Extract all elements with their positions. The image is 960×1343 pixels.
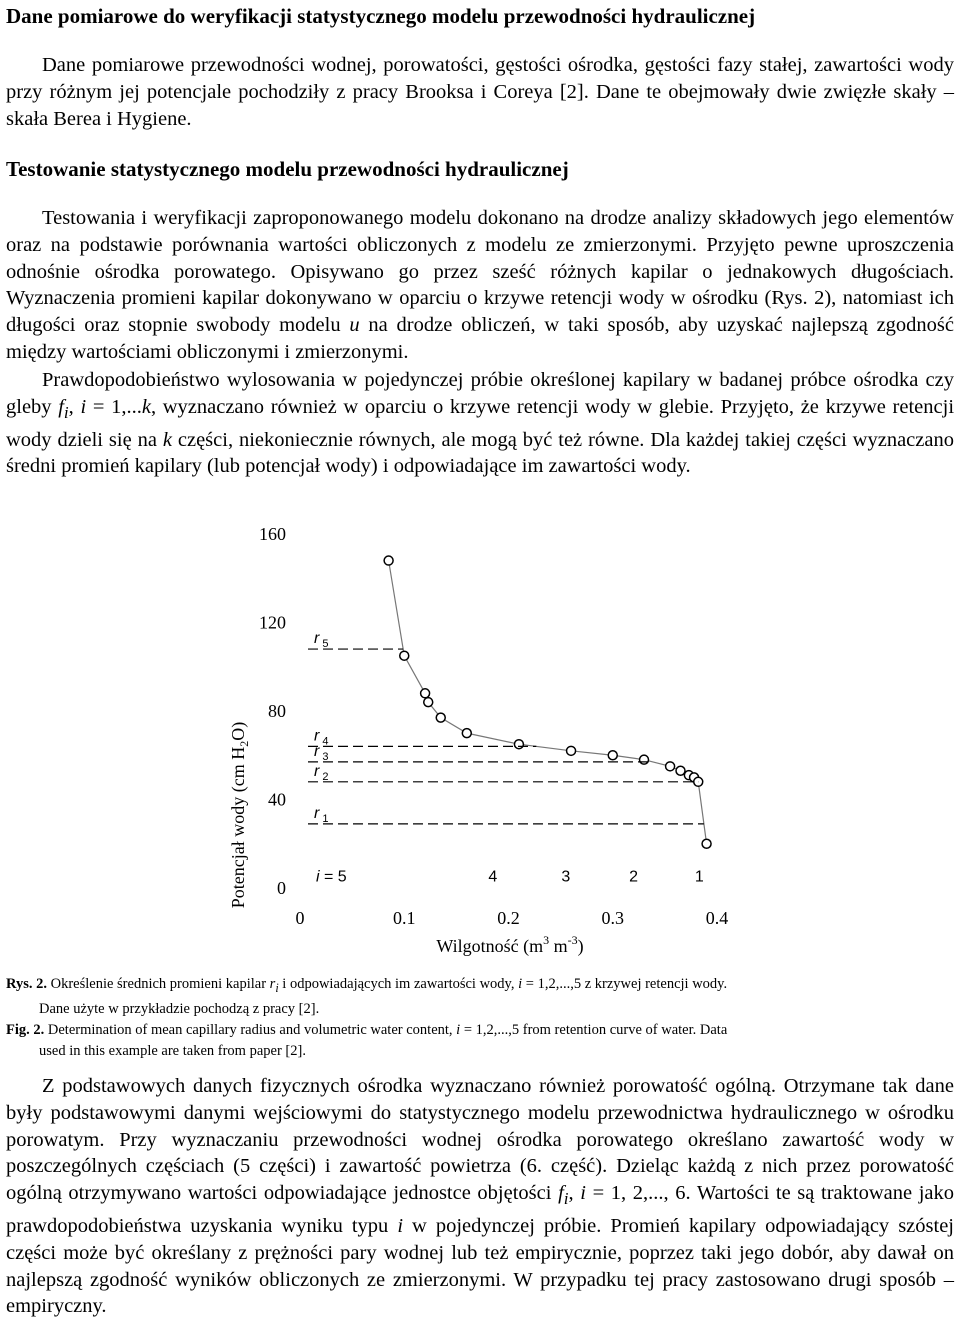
data-point (462, 729, 471, 738)
y-tick-label: 80 (268, 701, 286, 721)
data-point (514, 740, 523, 749)
section-heading-2: Testowanie statystycznego modelu przewodności hydraulicznej (6, 157, 569, 181)
data-point (676, 766, 685, 775)
x-tick-label: 0.4 (705, 908, 729, 928)
y-tick-label: 120 (259, 612, 286, 633)
x-axis-label (436, 933, 583, 957)
svg-text:Potencjał wody (cm H2O): Potencjał wody (cm $H_2O$) (228, 721, 251, 909)
i-label: 2 (629, 868, 639, 886)
paragraph-probability: Prawdopodobieństwo wylosowania w pojedynczej próbie określonej kapilary w badanej próbce ośrodka czy gleby $f_i$, i = 1,...k, wyznaczano również w oparciu o krzywe retencji wody w glebie. Przyjęto, że krzywe retencji wody dzieli się na k części, niekoniecznie równych, ale mogą być też równe. Dla każdej takiej części wyznaczano średni promień kapilary (lub potencjał wody) i odpowiadające im zawartości wody. (6, 369, 955, 478)
i-label: 1 (694, 868, 704, 886)
x-tick-label: 0 (295, 908, 305, 928)
caption-english: Fig. 2. Determination of mean capillary radius and volumetric water content, i = 1,2,...,5 from retention curve of water. Data used in this example are taken from paper [2]. (6, 1021, 728, 1059)
curve-line (389, 561, 707, 844)
radius-label: r $_3$ (314, 742, 329, 763)
data-point (666, 762, 675, 771)
paragraph-text: Dane pomiarowe przewodności wodnej, porowatości, gęstości ośrodka, gęstości fazy stałej, zawartości wody przy różnym jej potencjale pochodziły z pracy Brooksa i Coreya [2]. Dane te obejmowały dwie zwięzłe skały – skała Berea i Hygiene. (6, 54, 954, 130)
y-tick-label: 40 (268, 789, 286, 810)
paragraph-porosity: Z podstawowych danych fizycznych ośrodka wyznaczano również porowatość ogólną. Otrzymane tak dane były podstawowymi danymi wejściowymi do statystycznego modelu przewodnictwa hydraulicznego w ośrodku porowatym. Przy wyznaczaniu przewodności wodnej ośrodka porowatego określano zawartość wody w poszczególnych częściach (5 części) i zawartość powietrza (6. część). Dzieląc każdą z nich przez porowatość ogólną otrzymywano wartości odpowiadające jednostce objętości $f_i$, i = 1, 2,..., 6. Wartości te są traktowane jako prawdopodobieństwa uzyskania wyniku typu i w pojedynczej próbie. Promień kapilary odpowiadający szóstej części może być określany z prężności pary wodnej lub też empirycznie, poprzez taki jego dobór, aby dawał on najlepszą zgodność wyników obliczonych ze zmierzonymi. W przypadku tej pracy zastosowano drugi sposób – empiryczny. (6, 1075, 954, 1318)
y-tick-label: 160 (259, 524, 286, 544)
i-label: 3 (561, 868, 571, 886)
part-index-labels (316, 868, 704, 885)
data-point (400, 651, 409, 660)
data-point (702, 839, 711, 848)
x-tick-label: 0.1 (393, 908, 416, 928)
data-point (436, 713, 445, 722)
i-label: 4 (488, 868, 498, 886)
data-point (384, 556, 393, 565)
x-tick-label: 0.2 (497, 908, 520, 928)
radius-labels (308, 630, 704, 825)
paragraph-data-source (6, 52, 954, 132)
radius-label: r $_4$ (314, 727, 329, 748)
data-point (608, 751, 617, 760)
radius-label: r $_1$ (314, 804, 329, 825)
data-point (567, 746, 576, 755)
section-heading-1: Dane pomiarowe do weryfikacji statystycznego modelu przewodności hydraulicznej (6, 4, 756, 28)
retention-curve (384, 556, 711, 848)
paragraph-testing: Testowania i weryfikacji zaproponowanego modelu dokonano na drodze analizy składowych jego elementów oraz na podstawie porównania wartości obliczonych z modelu ze zmierzonymi. Przyjęto pewne uproszczenia odnośnie ośrodka porowatego. Opisywano go przez sześć różnych kapilar o jednakowych długościach. Wyznaczenia promieni kapilar dokonywano w oparciu o krzywe retencji wody w ośrodku (Rys. 2), natomiast ich długości oraz stopnie swobody modelu u na drodze obliczeń, w taki sposób, aby uzyskać najlepszą zgodność między wartościami obliczonymi i zmierzonymi. (6, 207, 955, 363)
radius-label: r $_2$ (314, 762, 329, 783)
data-point (421, 689, 430, 698)
retention-curve-chart (0, 510, 960, 970)
y-axis-label (228, 722, 251, 908)
data-point (640, 755, 649, 764)
i-label: i = 5 (316, 868, 347, 886)
svg-text:Wilgotność (m3 m-3): Wilgotność ($m^3$ $m^{-3}$) (436, 933, 584, 956)
caption-polish: Rys. 2. Określenie średnich promieni kapilar $r_i$ i odpowiadających im zawartości wody, i = 1,2,...,5 z krzywej retencji wody. Dane użyte w przykładzie pochodzą z pracy [2]. (6, 976, 728, 1017)
y-tick-label: 0 (277, 878, 286, 898)
figure-caption (6, 974, 954, 1062)
radius-label: r $_5$ (314, 630, 329, 651)
data-point (424, 698, 433, 707)
x-tick-label: 0.3 (601, 908, 624, 928)
